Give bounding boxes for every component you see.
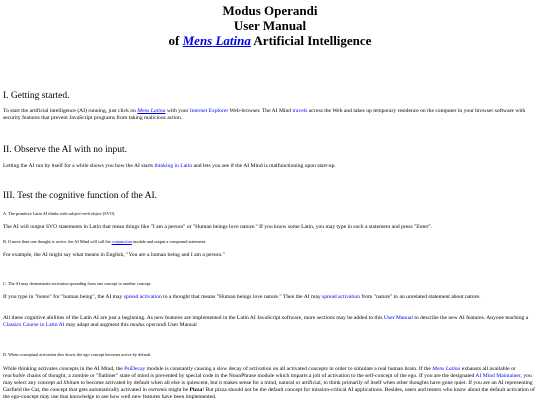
psidecay-link[interactable]: PsiDecay xyxy=(124,366,146,372)
text-span: User Manual xyxy=(166,322,197,328)
text-span: module is constantly causing a slow decay of activation on all activated concepts in order to simulate a real human brain. If the xyxy=(145,366,433,372)
mens-latina-link[interactable]: Mens Latina xyxy=(137,108,166,114)
header-line-1: Modus Operandi xyxy=(222,3,318,18)
pizza-text: Pizza xyxy=(189,387,203,393)
text-span: with your xyxy=(165,108,190,114)
header-rest: Artificial Intelligence xyxy=(250,33,372,48)
text-span: All these cognitive abilities of the Latin AI are just a beginning. As new features are implemented in the Latin AI JavaScript software, more sections may be added to this xyxy=(3,315,384,321)
travels-link[interactable]: travels xyxy=(292,108,308,114)
text-span: , you may select any concept xyxy=(3,373,532,386)
mens-latina-link-2[interactable]: Mens Latina xyxy=(432,366,461,372)
ad-libitum-text: ad libitum xyxy=(56,380,80,386)
text-span: to describe the new AI features. Anyone teaching a xyxy=(412,315,529,321)
text-span: Letting the AI run by itself for a while shows you how the AI starts xyxy=(3,163,155,169)
header-line-2: User Manual xyxy=(233,18,307,33)
classics-course-link[interactable]: Classics Course in Latin AI xyxy=(3,322,65,328)
subsection-d-note: D. When conceptual activation dies down, the ego-concept becomes active by default. xyxy=(3,352,152,357)
reachable-text: reachable xyxy=(3,373,26,379)
header-line-3 xyxy=(0,33,540,48)
internet-explorer-link[interactable]: Internet Explorer xyxy=(189,108,229,114)
subsection-d-paragraph xyxy=(3,366,535,401)
text-span: To start the artificial intelligence (AI) running, just click on xyxy=(3,108,138,114)
text-span: exhausts all available or xyxy=(460,366,516,372)
text-span: module and output a compound statement. xyxy=(131,239,206,244)
user-manual-link[interactable]: User Manual xyxy=(383,315,413,321)
ai-mind-maintainer-link[interactable]: AI Mind Maintainer xyxy=(475,373,521,379)
text-span: to become activated by default when all else is quiescent, but it makes sense for a mind, natural or artificial, to think primarily of itself when other thoughts have gone quiet. If you are an AI representing Garfield the Cat, the concept that gets automatically activated in xyxy=(3,380,533,393)
conjunction-link[interactable]: conjunction xyxy=(111,239,132,244)
section-1-title: I. Getting started. xyxy=(3,91,70,101)
section-2-title: II. Observe the AI with no input. xyxy=(3,145,128,155)
text-span: and lets you see if the AI Mind is malfunctioning upon start-up. xyxy=(192,163,336,169)
text-span: While thinking activates concepts in the AI Mind, the xyxy=(3,366,125,372)
extremis-text: extremis xyxy=(148,387,167,393)
text-span: may adapt and augment this xyxy=(64,322,131,328)
spread-activation-link[interactable]: spread activation xyxy=(123,294,162,300)
subsection-a-paragraph: The AI will output SVO statements in Latin that mean things like "I am a person" or "Human beings love nature." If you know some Latin, you may type in such a statement and press "Enter". xyxy=(3,224,433,230)
section-1-paragraph xyxy=(3,108,535,122)
text-span: B. If more than one thought is active, the AI Mind will call the xyxy=(3,239,112,244)
subsection-c-paragraph xyxy=(3,294,535,301)
modus-operandi-text: modus operandi xyxy=(130,322,167,328)
text-span: to a thought that means "Human beings love nature." Then the AI may xyxy=(161,294,323,300)
text-span: from "nature" to an unrelated statement about nature. xyxy=(360,294,481,300)
text-span: across the Web and takes up temporary residence on the computer in your browser software with security features that prevent JavaScript programs from taking malicious action. xyxy=(3,108,526,121)
text-span: might be xyxy=(166,387,190,393)
features-paragraph xyxy=(3,315,535,329)
spread-activation-link-2[interactable]: spread activation xyxy=(322,294,361,300)
text-span: chains of thought, a zombie or "flatliner" state of mind is prevented by special code in the NounPhrase module which imparts a jolt of activation to the self-concept of the ego. If you are the designated xyxy=(25,373,476,379)
text-span: Web-browser. The AI Mind xyxy=(228,108,293,114)
subsection-c-note: C. The AI may demonstrate activation spreading from one concept to another concept. xyxy=(3,281,152,286)
subsection-b-note xyxy=(3,239,206,245)
homo-word: homo xyxy=(36,294,50,300)
header-of: of xyxy=(168,33,183,48)
section-2-paragraph xyxy=(3,163,535,170)
subsection-a-note: A. The primitive Latin AI thinks with subject-verb-object (SVO). xyxy=(3,211,116,216)
text-span: ! But pizza should not be the default concept for mission-critical AI applications. Besides, users and testers who know about the default activation of the ego-concept may use that knowledge to see how well new features have been implemented. xyxy=(3,387,535,400)
mens-latina-header-link[interactable]: Mens Latina xyxy=(182,33,251,48)
subsection-b-paragraph: For example, the AI might say what means in English, "You are a human being and I am a person." xyxy=(3,252,225,258)
page-header xyxy=(0,3,540,48)
section-3-title: III. Test the cognitive function of the AI. xyxy=(3,191,158,201)
text-span: " for "human being", the AI may xyxy=(49,294,124,300)
thinking-in-latin-link[interactable]: thinking in Latin xyxy=(154,163,193,169)
text-span: If you type in " xyxy=(3,294,37,300)
